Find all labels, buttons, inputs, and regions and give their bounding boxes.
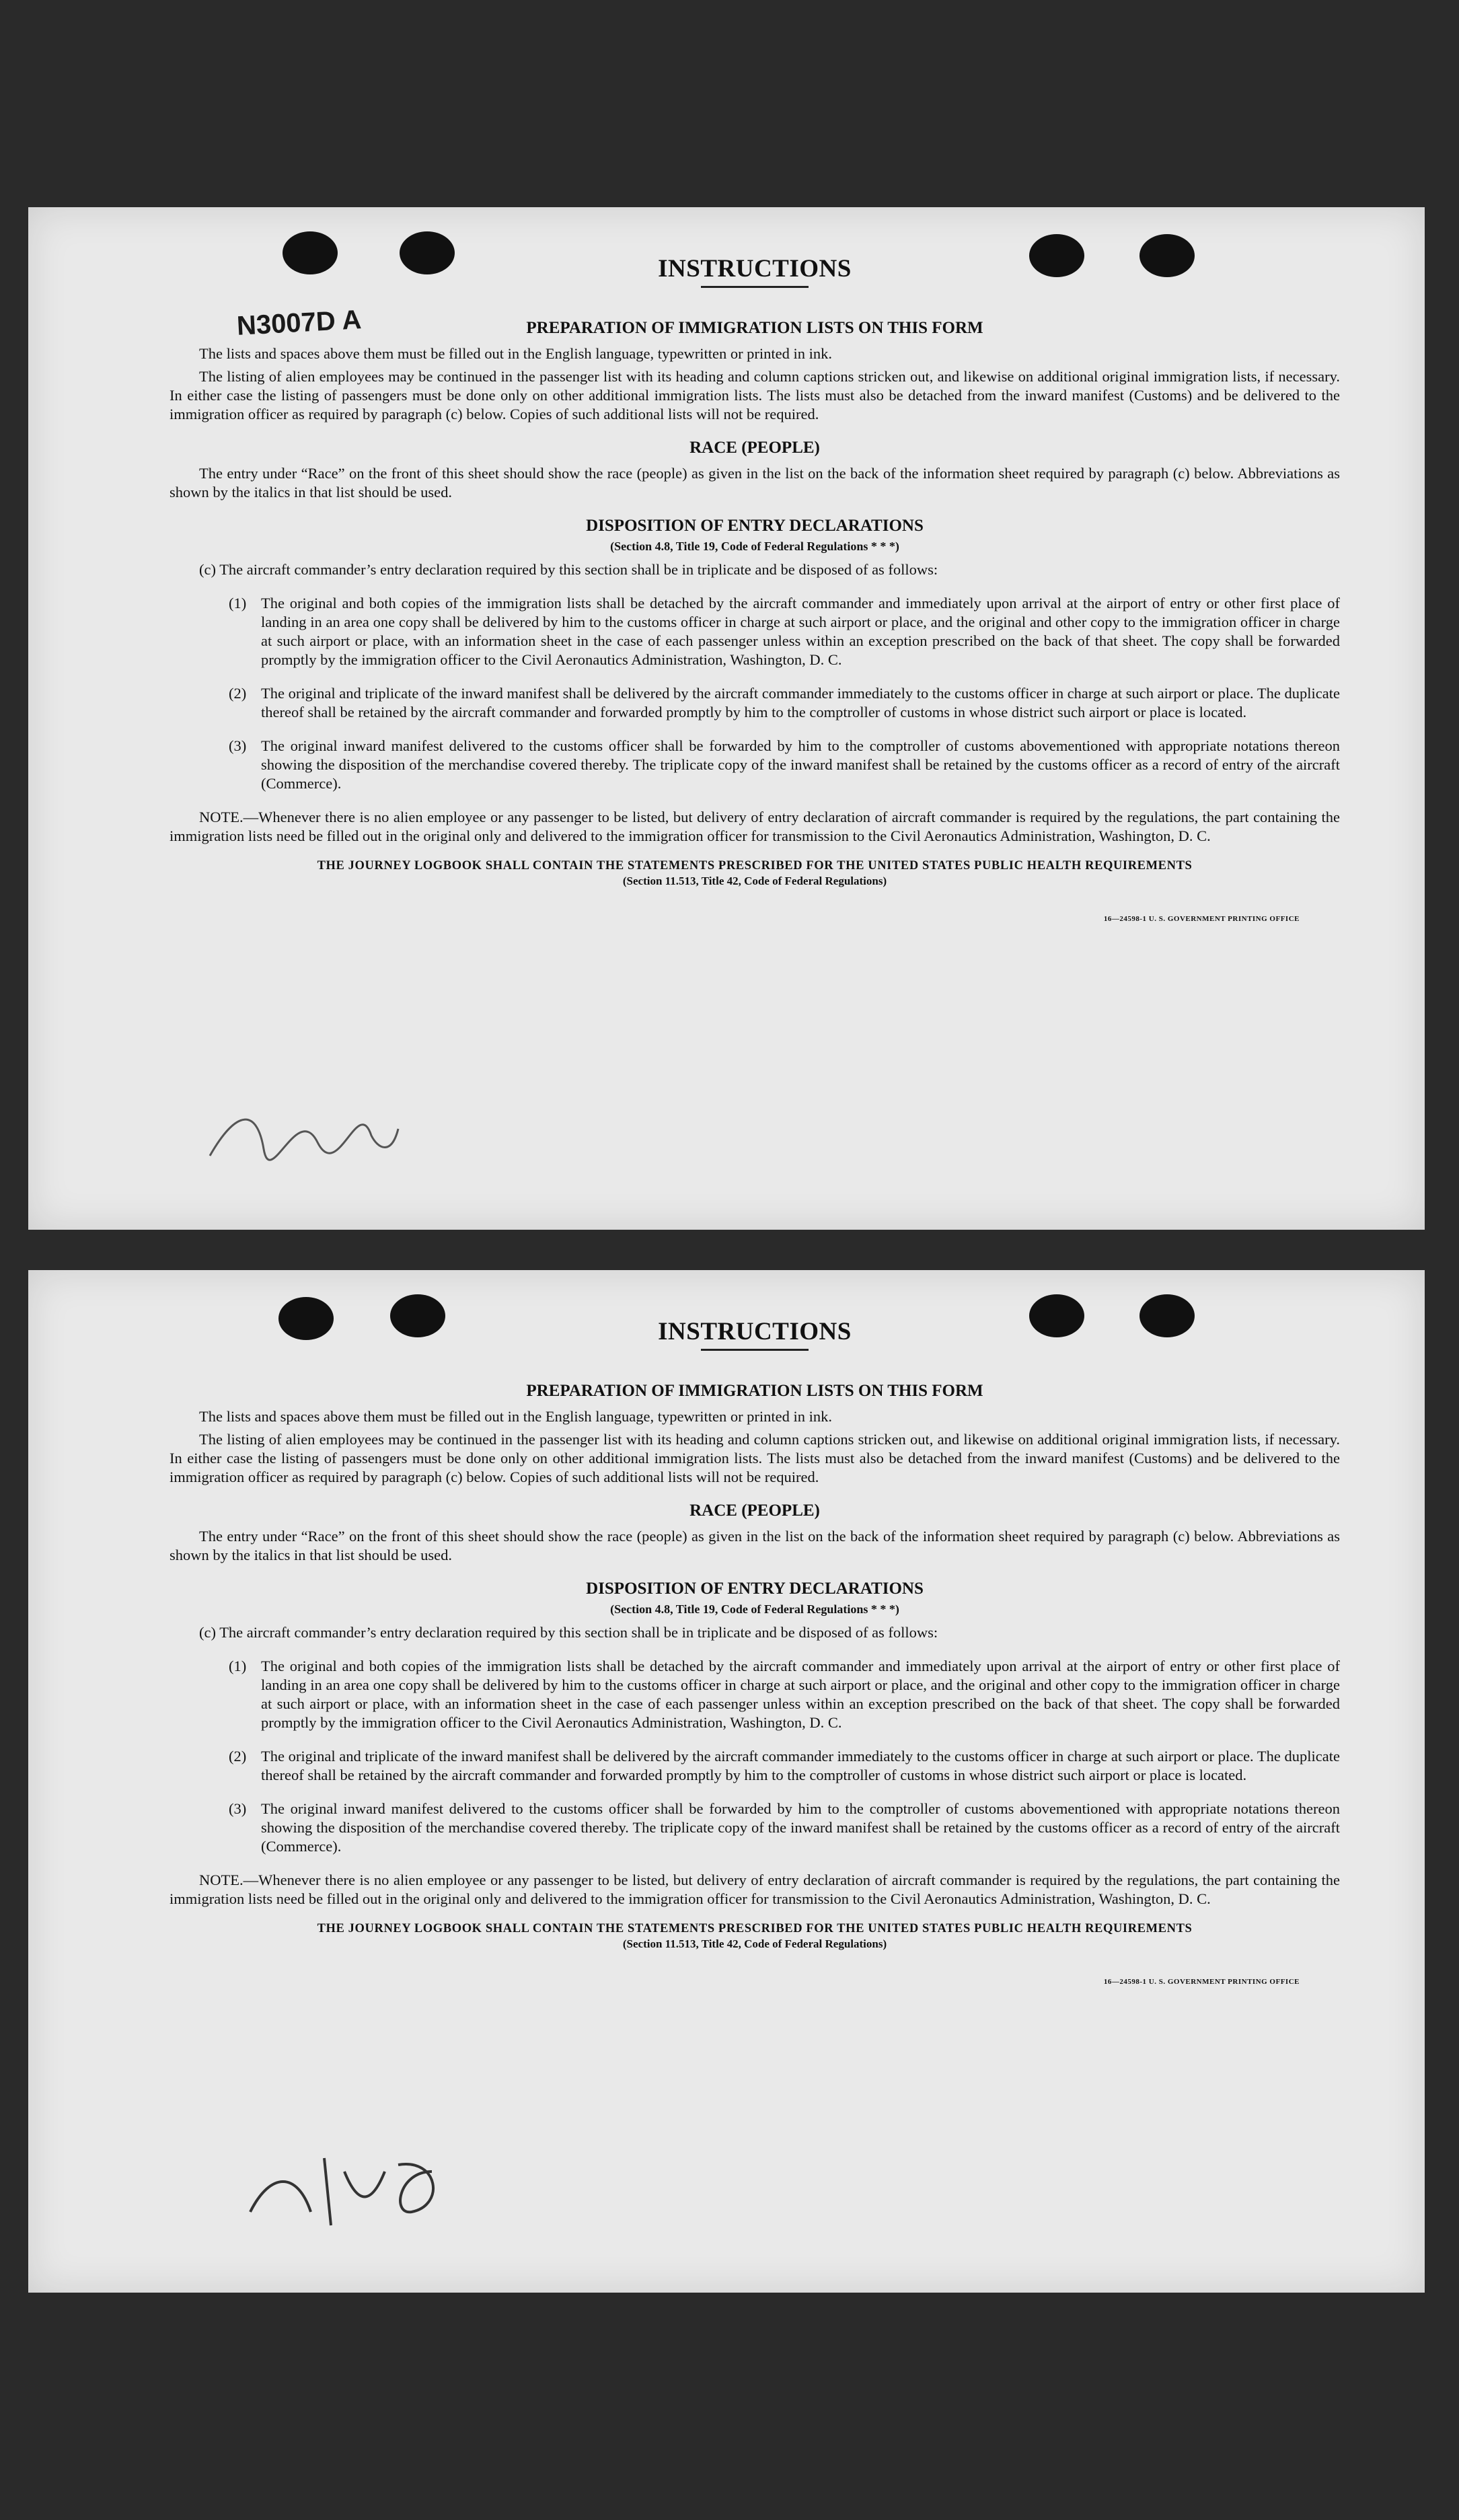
paragraph: The lists and spaces above them must be filled out in the English language, typewritten or printed in ink.	[199, 1408, 833, 1425]
list-item	[170, 1657, 1340, 1732]
list-item	[170, 684, 1340, 722]
list-item	[170, 594, 1340, 669]
list-item-text: The original inward manifest delivered to the customs officer shall be forwarded by him to the comptroller of customs abovementioned with appropriate notations thereon showing the disposition of the merchandise covered thereby. The triplicate copy of the inward manifest shall be retained by the customs officer as a record of entry of the aircraft (Commerce).	[261, 737, 1340, 792]
section-heading-race: RACE (PEOPLE)	[689, 439, 820, 457]
section-citation: (Section 4.8, Title 19, Code of Federal Regulations * * *)	[610, 1602, 899, 1616]
paragraph: The entry under “Race” on the front of this sheet should show the race (people) as given in the list on the back of the information sheet required by paragraph (c) below. Abbreviations as shown by the italics in that list should be used.	[170, 1528, 1340, 1563]
section-heading-race: RACE (PEOPLE)	[689, 1502, 820, 1520]
list-item	[170, 1800, 1340, 1856]
list-item-text: The original and both copies of the immigration lists shall be detached by the aircraft commander and immediately upon arrival at the airport of entry or other first place of landing in an area one copy shall be delivered by him to the customs officer in charge at such airport or place, and the original and other copy to the immigration officer in charge at such airport or place, with an information sheet in the case of each passenger unless within an exception prescribed on the back of that sheet. The copy shall be forwarded promptly by the immigration officer to the Civil Aeronautics Administration, Washington, D. C.	[261, 595, 1340, 668]
paragraph-c: (c) The aircraft commander’s entry declaration required by this section shall be in triplicate and be disposed of as follows:	[199, 561, 938, 578]
list-item	[170, 737, 1340, 793]
section-heading-disposition: DISPOSITION OF ENTRY DECLARATIONS	[586, 1580, 924, 1598]
section-heading-preparation: PREPARATION OF IMMIGRATION LISTS ON THIS FORM	[526, 1382, 983, 1400]
public-health-notice: THE JOURNEY LOGBOOK SHALL CONTAIN THE STATEMENTS PRESCRIBED FOR THE UNITED STATES PUBLIC HEALTH REQUIREMENTS	[317, 859, 1193, 873]
print-code: 16—24598-1 U. S. GOVERNMENT PRINTING OFFICE	[1103, 915, 1300, 923]
note-paragraph: NOTE.—Whenever there is no alien employee or any passenger to be listed, but delivery of entry declaration of aircraft commander is required by the regulations, the part containing the immigration lists need be filled out in the original only and delivered to the immigration officer for transmission to the Civil Aeronautics Administration, Washington, D. C.	[170, 1872, 1340, 1907]
list-item-number: (1)	[229, 1658, 247, 1674]
title-underline	[701, 1349, 809, 1351]
public-health-citation: (Section 11.513, Title 42, Code of Federal Regulations)	[622, 875, 887, 887]
list-item-number: (3)	[229, 1800, 247, 1817]
handwritten-signature	[196, 1082, 412, 1176]
instruction-sheet-top	[28, 207, 1425, 1230]
list-item-number: (2)	[229, 685, 247, 702]
public-health-citation: (Section 11.513, Title 42, Code of Federal Regulations)	[622, 1937, 887, 1950]
list-item	[170, 1747, 1340, 1785]
list-item-text: The original and triplicate of the inward manifest shall be delivered by the aircraft commander immediately to the customs officer in charge at such airport or place. The duplicate thereof shall be retained by the aircraft commander and forwarded promptly by him to the comptroller of customs in whose district such airport or place is located.	[261, 1748, 1340, 1783]
list-item-number: (3)	[229, 737, 247, 754]
instruction-sheet-bottom	[28, 1270, 1425, 2293]
page-title: INSTRUCTIONS	[658, 1318, 852, 1345]
public-health-notice: THE JOURNEY LOGBOOK SHALL CONTAIN THE STATEMENTS PRESCRIBED FOR THE UNITED STATES PUBLIC HEALTH REQUIREMENTS	[317, 1922, 1193, 1935]
instructions-body	[170, 254, 1340, 923]
section-heading-disposition: DISPOSITION OF ENTRY DECLARATIONS	[586, 517, 924, 535]
list-item-text: The original and both copies of the immigration lists shall be detached by the aircraft commander and immediately upon arrival at the airport of entry or other first place of landing in an area one copy shall be delivered by him to the customs officer in charge at such airport or place, and the original and other copy to the immigration officer in charge at such airport or place, with an information sheet in the case of each passenger unless within an exception prescribed on the back of that sheet. The copy shall be forwarded promptly by the immigration officer to the Civil Aeronautics Administration, Washington, D. C.	[261, 1658, 1340, 1731]
instructions-body	[170, 1317, 1340, 1986]
paragraph: The lists and spaces above them must be filled out in the English language, typewritten or printed in ink.	[199, 345, 833, 362]
paragraph: The listing of alien employees may be continued in the passenger list with its heading and column captions stricken out, and likewise on additional original immigration lists, if necessary. In either case the listing of passengers must be done only on other additional immigration lists. The lists must also be detached from the inward manifest (Customs) and be delivered to the immigration officer as required by paragraph (c) below. Copies of such additional lists will not be required.	[170, 368, 1340, 422]
section-heading-preparation: PREPARATION OF IMMIGRATION LISTS ON THIS FORM	[526, 319, 983, 337]
list-item-number: (1)	[229, 595, 247, 612]
note-paragraph: NOTE.—Whenever there is no alien employee or any passenger to be listed, but delivery of entry declaration of aircraft commander is required by the regulations, the part containing the immigration lists need be filled out in the original only and delivered to the immigration officer for transmission to the Civil Aeronautics Administration, Washington, D. C.	[170, 809, 1340, 844]
list-item-text: The original and triplicate of the inward manifest shall be delivered by the aircraft commander immediately to the customs officer in charge at such airport or place. The duplicate thereof shall be retained by the aircraft commander and forwarded promptly by him to the comptroller of customs in whose district such airport or place is located.	[261, 685, 1340, 720]
paragraph-c: (c) The aircraft commander’s entry declaration required by this section shall be in triplicate and be disposed of as follows:	[199, 1624, 938, 1641]
paragraph: The entry under “Race” on the front of this sheet should show the race (people) as given in the list on the back of the information sheet required by paragraph (c) below. Abbreviations as shown by the italics in that list should be used.	[170, 465, 1340, 501]
section-citation: (Section 4.8, Title 19, Code of Federal Regulations * * *)	[610, 540, 899, 553]
handwritten-note: N3007D A	[235, 305, 363, 341]
paragraph: The listing of alien employees may be continued in the passenger list with its heading and column captions stricken out, and likewise on additional original immigration lists, if necessary. In either case the listing of passengers must be done only on other additional immigration lists. The lists must also be detached from the inward manifest (Customs) and be delivered to the immigration officer as required by paragraph (c) below. Copies of such additional lists will not be required.	[170, 1431, 1340, 1485]
page-title: INSTRUCTIONS	[658, 255, 852, 283]
list-item-number: (2)	[229, 1748, 247, 1765]
handwritten-signature	[230, 2131, 513, 2239]
list-item-text: The original inward manifest delivered to the customs officer shall be forwarded by him to the comptroller of customs abovementioned with appropriate notations thereon showing the disposition of the merchandise covered thereby. The triplicate copy of the inward manifest shall be retained by the customs officer as a record of entry of the aircraft (Commerce).	[261, 1800, 1340, 1855]
title-underline	[701, 286, 809, 288]
print-code: 16—24598-1 U. S. GOVERNMENT PRINTING OFFICE	[1103, 1978, 1300, 1986]
